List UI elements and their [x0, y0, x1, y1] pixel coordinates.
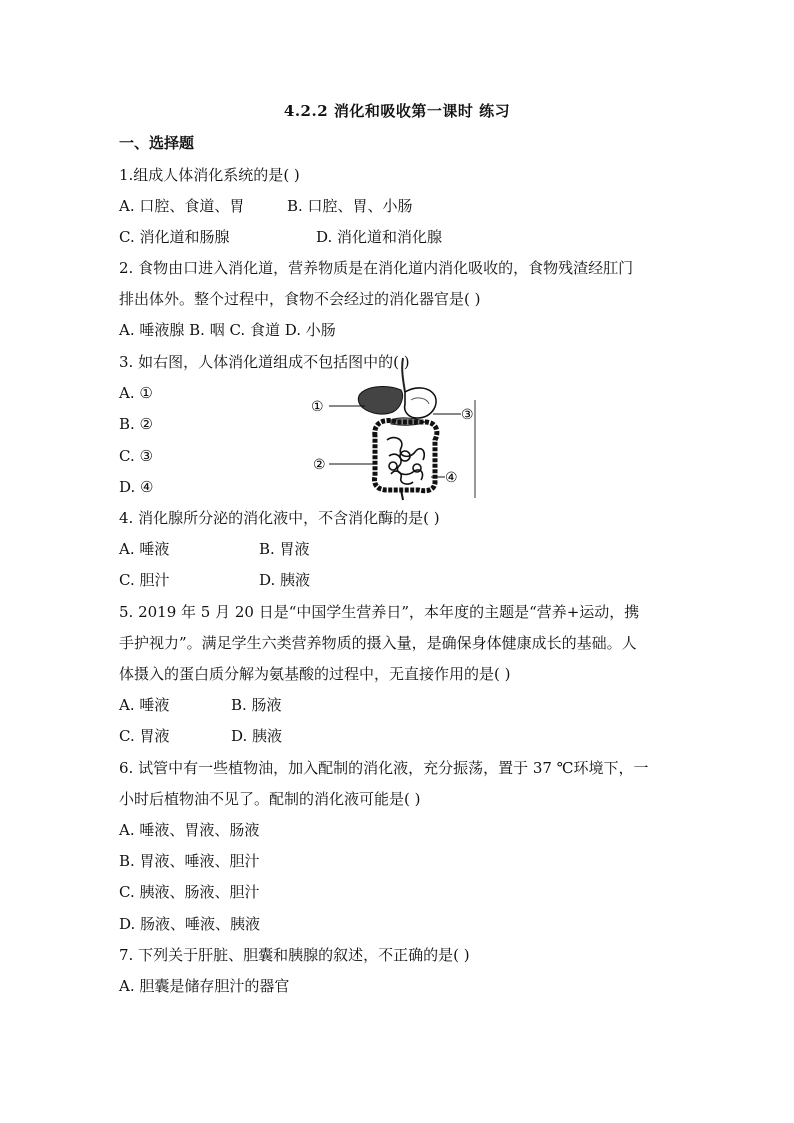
question-5-stem-line2: 手护视力”。满足学生六类营养物质的摄入量，是确保身体健康成长的基础。人	[119, 634, 637, 652]
small-intestine-shape	[387, 438, 424, 485]
q4-option-a: A. 唾液	[119, 540, 170, 558]
q6-option-a: A. 唾液、胃液、肠液	[119, 821, 260, 839]
digestive-system-diagram	[305, 356, 485, 501]
q1-option-d: D. 消化道和消化腺	[316, 228, 443, 246]
q1-option-a: A. 口腔、食道、胃	[119, 197, 245, 215]
section-heading: 一、选择题	[119, 134, 195, 152]
figure-label-2: ②	[313, 457, 326, 473]
question-4-stem: 4. 消化腺所分泌的消化液中，不含消化酶的是( )	[119, 509, 440, 527]
q4-option-d: D. 胰液	[259, 571, 311, 589]
figure-label-1: ①	[311, 399, 324, 415]
q6-option-d: D. 肠液、唾液、胰液	[119, 915, 261, 933]
question-6-stem-line2: 小时后植物油不见了。配制的消化液可能是( )	[119, 790, 421, 808]
q4-option-c: C. 胆汁	[119, 571, 170, 589]
question-5-stem-line1: 5. 2019 年 5 月 20 日是“中国学生营养日”，本年度的主题是“营养+运动，携	[119, 603, 640, 621]
question-2-stem-line2: 排出体外。整个过程中，食物不会经过的消化器官是( )	[119, 290, 481, 308]
q5-option-d: D. 胰液	[231, 727, 283, 745]
esophagus-shape	[402, 358, 405, 392]
question-7-stem: 7. 下列关于肝脏、胆囊和胰腺的叙述，不正确的是( )	[119, 946, 470, 964]
figure-label-3: ③	[461, 407, 474, 423]
question-6-stem-line1: 6. 试管中有一些植物油，加入配制的消化液，充分振荡，置于 37 ℃环境下，一	[119, 759, 649, 777]
q1-option-b: B. 口腔、胃、小肠	[287, 197, 413, 215]
q5-option-a: A. 唾液	[119, 696, 170, 714]
stomach-shape	[405, 388, 436, 418]
liver-shape	[358, 387, 402, 415]
q6-option-c: C. 胰液、肠液、胆汁	[119, 883, 260, 901]
q4-option-b: B. 胃液	[259, 540, 310, 558]
q5-option-b: B. 肠液	[231, 696, 282, 714]
q3-option-b: B. ②	[119, 415, 154, 433]
q2-options: A. 唾液腺 B. 咽 C. 食道 D. 小肠	[119, 321, 336, 339]
q5-option-c: C. 胃液	[119, 727, 170, 745]
q3-option-c: C. ③	[119, 447, 153, 465]
question-5-stem-line3: 体摄入的蛋白质分解为氨基酸的过程中，无直接作用的是( )	[119, 665, 511, 683]
q3-option-a: A. ①	[119, 384, 153, 402]
q7-option-a: A. 胆囊是储存胆汁的器官	[119, 977, 290, 995]
question-3-stem: 3. 如右图，人体消化道组成不包括图中的( )	[119, 353, 410, 371]
q6-option-b: B. 胃液、唾液、胆汁	[119, 852, 260, 870]
figure-label-4: ④	[445, 470, 458, 486]
q3-option-d: D. ④	[119, 478, 154, 496]
q1-option-c: C. 消化道和肠腺	[119, 228, 230, 246]
digestive-system-figure	[305, 356, 485, 501]
question-2-stem-line1: 2. 食物由口进入消化道，营养物质是在消化道内消化吸收的，食物残渣经肛门	[119, 259, 634, 277]
question-1-stem: 1.组成人体消化系统的是( )	[119, 166, 300, 184]
page-title: 4.2.2 消化和吸收第一课时 练习	[283, 102, 511, 120]
